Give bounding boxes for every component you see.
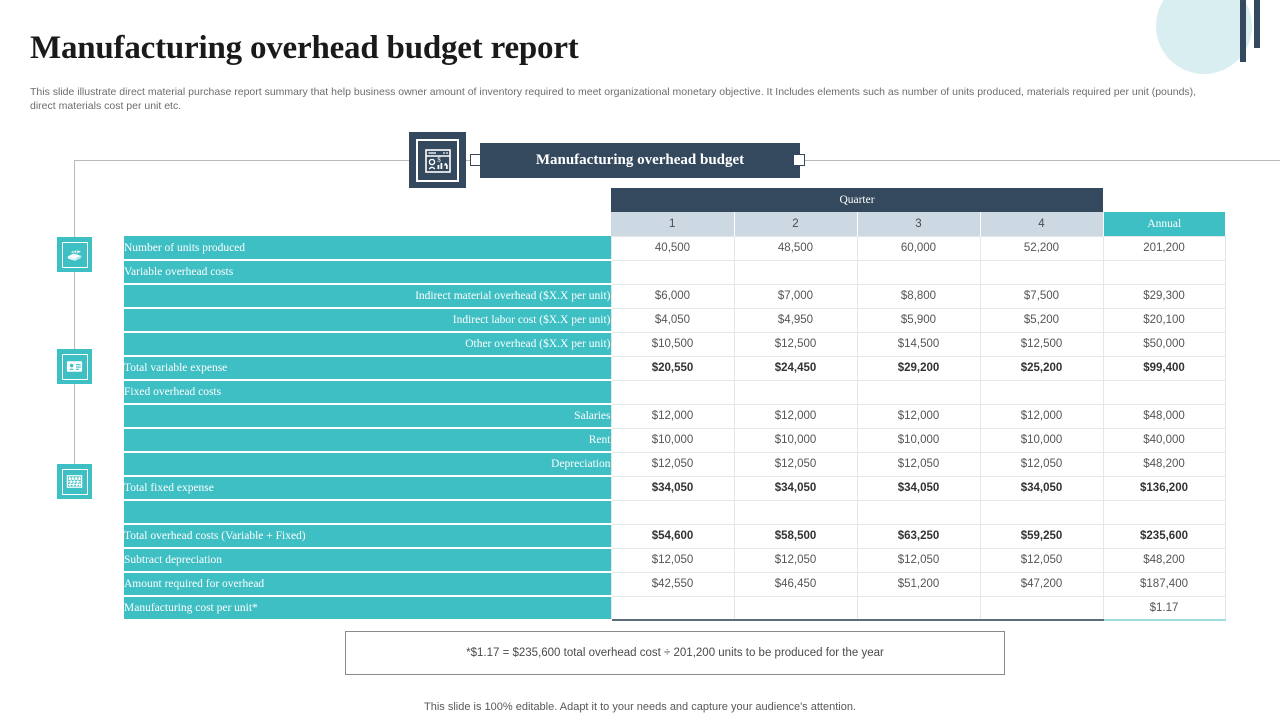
cell-quarter-4: $10,000 xyxy=(980,428,1103,452)
cell-quarter-4: $12,500 xyxy=(980,332,1103,356)
cell-quarter-2: $12,000 xyxy=(734,404,857,428)
cell-annual: $29,300 xyxy=(1103,284,1225,308)
cell-annual: $99,400 xyxy=(1103,356,1225,380)
cell-quarter-1: $34,050 xyxy=(611,476,734,500)
cell-quarter-1 xyxy=(611,596,734,620)
analytics-window-icon xyxy=(416,139,459,182)
row-label: Subtract depreciation xyxy=(124,548,611,572)
annual-blank-top xyxy=(1103,188,1225,212)
table-row xyxy=(124,308,1225,332)
row-label: Indirect material overhead ($X.X per unit) xyxy=(124,284,611,308)
table-row xyxy=(124,332,1225,356)
badge-title-bar xyxy=(480,143,800,178)
badge-connector-square-right xyxy=(793,154,805,166)
cell-quarter-2: $34,050 xyxy=(734,476,857,500)
cell-annual: $48,200 xyxy=(1103,548,1225,572)
cell-quarter-4 xyxy=(980,596,1103,620)
cell-quarter-4: $34,050 xyxy=(980,476,1103,500)
row-label xyxy=(124,500,611,524)
cell-quarter-1: $42,550 xyxy=(611,572,734,596)
badge-title-label: Manufacturing overhead budget xyxy=(535,152,745,168)
cell-quarter-2: $24,450 xyxy=(734,356,857,380)
table-row xyxy=(124,572,1225,596)
cell-quarter-1: 40,500 xyxy=(611,236,734,260)
row-label: Indirect labor cost ($X.X per unit) xyxy=(124,308,611,332)
cell-quarter-2: $58,500 xyxy=(734,524,857,548)
table-row xyxy=(124,260,1225,284)
annual-header: Annual xyxy=(1103,212,1225,236)
cell-quarter-1: $20,550 xyxy=(611,356,734,380)
cell-quarter-3: $34,050 xyxy=(857,476,980,500)
cell-quarter-2 xyxy=(734,380,857,404)
row-label: Amount required for overhead xyxy=(124,572,611,596)
sidebar-icon-box-1[interactable] xyxy=(57,237,92,272)
cell-quarter-2: $12,050 xyxy=(734,548,857,572)
cell-quarter-3: $12,050 xyxy=(857,548,980,572)
cell-annual: $48,200 xyxy=(1103,452,1225,476)
decorative-bar-left xyxy=(1240,0,1246,62)
cell-annual: 201,200 xyxy=(1103,236,1225,260)
cell-quarter-1: $54,600 xyxy=(611,524,734,548)
cell-quarter-2: $7,000 xyxy=(734,284,857,308)
cell-quarter-2: $12,500 xyxy=(734,332,857,356)
abacus-calculator-icon xyxy=(62,469,88,495)
decorative-circle xyxy=(1156,0,1252,74)
footnote-box xyxy=(345,631,1005,675)
cell-quarter-2: $46,450 xyxy=(734,572,857,596)
table-group-header-row xyxy=(124,188,1225,212)
cell-quarter-4: $59,250 xyxy=(980,524,1103,548)
cell-quarter-1: $10,500 xyxy=(611,332,734,356)
cell-annual: $235,600 xyxy=(1103,524,1225,548)
cell-quarter-3: $12,050 xyxy=(857,452,980,476)
cell-quarter-3: $63,250 xyxy=(857,524,980,548)
row-label: Rent xyxy=(124,428,611,452)
cell-annual xyxy=(1103,380,1225,404)
connector-line-vertical xyxy=(74,160,75,484)
overhead-budget-table xyxy=(124,188,1226,621)
cell-quarter-1 xyxy=(611,380,734,404)
cell-quarter-3: $14,500 xyxy=(857,332,980,356)
row-label: Manufacturing cost per unit* xyxy=(124,596,611,620)
cell-annual: $187,400 xyxy=(1103,572,1225,596)
decorative-bar-right xyxy=(1254,0,1260,48)
cell-quarter-3: $12,000 xyxy=(857,404,980,428)
table-body xyxy=(124,236,1225,620)
table-row xyxy=(124,428,1225,452)
table-row xyxy=(124,452,1225,476)
cell-quarter-4: 52,200 xyxy=(980,236,1103,260)
quarter-header-2: 2 xyxy=(734,212,857,236)
cell-quarter-4 xyxy=(980,260,1103,284)
sidebar-icon-box-3[interactable] xyxy=(57,464,92,499)
sidebar-icon-box-2[interactable] xyxy=(57,349,92,384)
cell-quarter-1: $12,050 xyxy=(611,548,734,572)
empty-head-cell xyxy=(124,188,611,212)
cell-quarter-3 xyxy=(857,596,980,620)
table-row xyxy=(124,284,1225,308)
row-label: Total fixed expense xyxy=(124,476,611,500)
cell-quarter-1: $6,000 xyxy=(611,284,734,308)
cell-annual: $136,200 xyxy=(1103,476,1225,500)
id-card-icon xyxy=(62,354,88,380)
quarter-header-4: 4 xyxy=(980,212,1103,236)
badge-icon-box xyxy=(409,132,466,189)
table-row xyxy=(124,476,1225,500)
cell-quarter-3 xyxy=(857,500,980,524)
cell-quarter-2: 48,500 xyxy=(734,236,857,260)
table-row xyxy=(124,596,1225,620)
cell-quarter-2: $4,950 xyxy=(734,308,857,332)
table-row xyxy=(124,356,1225,380)
quarter-header-1: 1 xyxy=(611,212,734,236)
table-head xyxy=(124,188,1225,236)
cell-quarter-3 xyxy=(857,260,980,284)
row-label: Number of units produced xyxy=(124,236,611,260)
cell-quarter-4: $47,200 xyxy=(980,572,1103,596)
row-label: Total variable expense xyxy=(124,356,611,380)
cell-quarter-4: $12,050 xyxy=(980,452,1103,476)
table-row xyxy=(124,236,1225,260)
cell-quarter-1 xyxy=(611,260,734,284)
page-title: Manufacturing overhead budget report xyxy=(30,30,579,66)
cell-quarter-1 xyxy=(611,500,734,524)
empty-subhead-cell xyxy=(124,212,611,236)
cell-quarter-4 xyxy=(980,380,1103,404)
table-row xyxy=(124,380,1225,404)
cell-quarter-1: $10,000 xyxy=(611,428,734,452)
cell-quarter-1: $12,050 xyxy=(611,452,734,476)
cell-quarter-2 xyxy=(734,596,857,620)
page-subtitle: This slide illustrate direct material purchase report summary that help business owner amount of inventory required to meet organizational monetary objective. It Includes elements such as number of units produced, materials required per unit (pounds), direct materials cost per unit etc. xyxy=(30,86,1197,112)
bottom-note: This slide is 100% editable. Adapt it to your needs and capture your audience's attention. xyxy=(424,701,856,713)
cell-quarter-3 xyxy=(857,380,980,404)
cell-quarter-1: $12,000 xyxy=(611,404,734,428)
cell-quarter-4: $5,200 xyxy=(980,308,1103,332)
cell-quarter-2: $12,050 xyxy=(734,452,857,476)
quarter-header-3: 3 xyxy=(857,212,980,236)
cell-annual: $50,000 xyxy=(1103,332,1225,356)
cell-annual: $1.17 xyxy=(1103,596,1225,620)
cell-quarter-3: $51,200 xyxy=(857,572,980,596)
cell-quarter-4: $12,050 xyxy=(980,548,1103,572)
cell-quarter-2 xyxy=(734,260,857,284)
cell-quarter-4: $12,000 xyxy=(980,404,1103,428)
cell-annual: $40,000 xyxy=(1103,428,1225,452)
cell-annual xyxy=(1103,500,1225,524)
cell-quarter-4 xyxy=(980,500,1103,524)
cell-annual: $48,000 xyxy=(1103,404,1225,428)
footnote-text: *$1.17 = $235,600 total overhead cost ÷ 201,200 units to be produced for the year xyxy=(466,647,884,659)
cell-annual: $20,100 xyxy=(1103,308,1225,332)
table-row xyxy=(124,404,1225,428)
table-sub-header-row xyxy=(124,212,1225,236)
table-row xyxy=(124,524,1225,548)
cell-quarter-2 xyxy=(734,500,857,524)
cell-quarter-2: $10,000 xyxy=(734,428,857,452)
cell-quarter-1: $4,050 xyxy=(611,308,734,332)
cell-quarter-3: $5,900 xyxy=(857,308,980,332)
cell-quarter-3: 60,000 xyxy=(857,236,980,260)
cell-quarter-4: $7,500 xyxy=(980,284,1103,308)
row-label: Depreciation xyxy=(124,452,611,476)
cell-annual xyxy=(1103,260,1225,284)
cell-quarter-3: $10,000 xyxy=(857,428,980,452)
cell-quarter-3: $29,200 xyxy=(857,356,980,380)
cell-quarter-4: $25,200 xyxy=(980,356,1103,380)
cell-quarter-3: $8,800 xyxy=(857,284,980,308)
row-label: Total overhead costs (Variable + Fixed) xyxy=(124,524,611,548)
svg-text:$: $ xyxy=(436,155,441,164)
table-row xyxy=(124,500,1225,524)
row-label: Other overhead ($X.X per unit) xyxy=(124,332,611,356)
table-row xyxy=(124,548,1225,572)
row-label: Fixed overhead costs xyxy=(124,380,611,404)
money-stack-icon xyxy=(62,242,88,268)
row-label: Salaries xyxy=(124,404,611,428)
row-label: Variable overhead costs xyxy=(124,260,611,284)
quarter-group-header: Quarter xyxy=(611,188,1103,212)
